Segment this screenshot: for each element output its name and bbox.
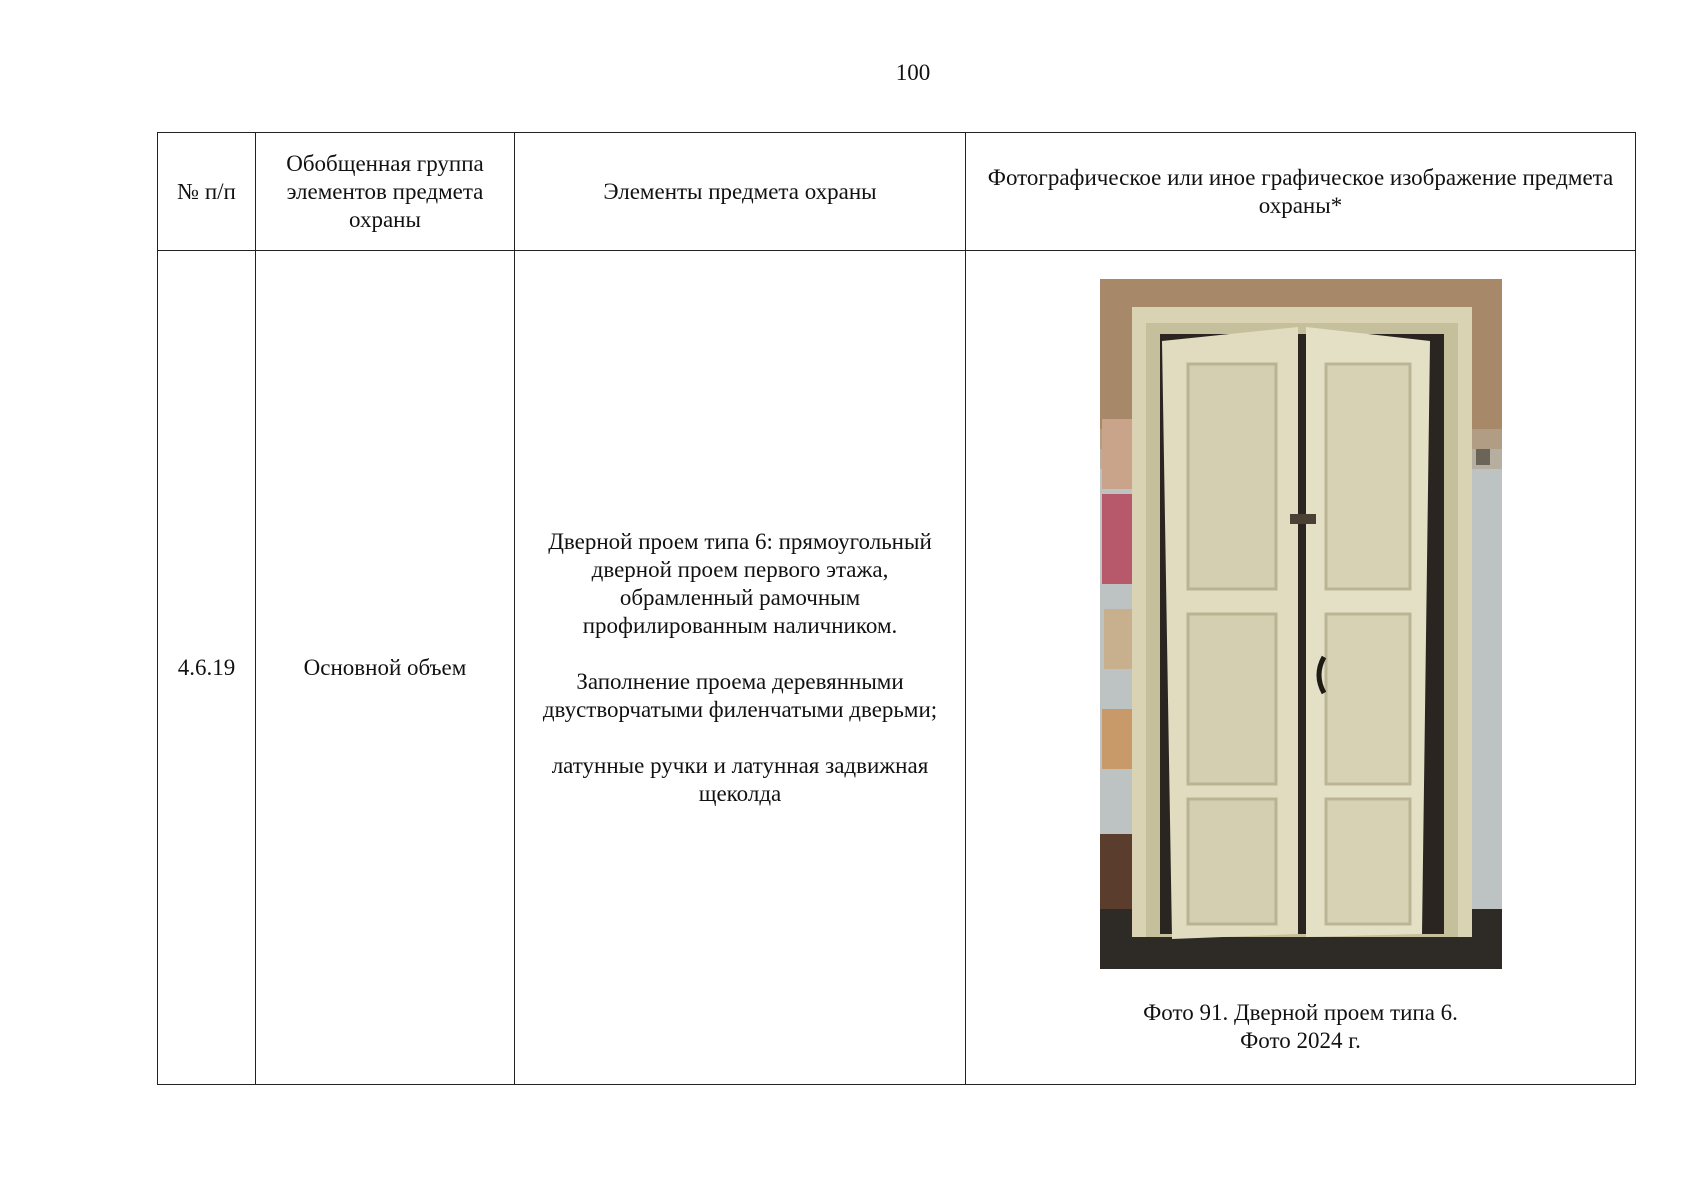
photo-caption — [976, 999, 1625, 1055]
elements-paragraph-1: Дверной проем типа 6: прямоугольный дверной проем первого этажа, обрамленный рамочным профилированным наличником. — [548, 528, 932, 638]
protection-subject-table — [157, 132, 1636, 1085]
door-photo — [1100, 279, 1502, 969]
row-num: 4.6.19 — [158, 251, 256, 1085]
table-header-row — [158, 133, 1636, 251]
row-image-cell — [966, 251, 1636, 1085]
row-group: Основной объем — [256, 251, 515, 1085]
header-image: Фотографическое или иное графическое изображение предмета охраны* — [966, 133, 1636, 251]
elements-paragraph-3: латунные ручки и латунная задвижная щеколда — [551, 752, 929, 806]
elements-paragraph-2: Заполнение проема деревянными двустворчатыми филенчатыми дверьми; — [542, 668, 938, 722]
header-num: № п/п — [158, 133, 256, 251]
photo-caption-line-2: Фото 2024 г. — [1240, 1028, 1361, 1053]
row-elements — [515, 251, 966, 1085]
page-number: 100 — [895, 60, 931, 85]
header-group: Обобщенная группа элементов предмета охраны — [256, 133, 515, 251]
photo-caption-line-1: Фото 91. Дверной проем типа 6. — [1143, 1000, 1458, 1025]
table-row — [158, 251, 1636, 1085]
header-elements: Элементы предмета охраны — [515, 133, 966, 251]
